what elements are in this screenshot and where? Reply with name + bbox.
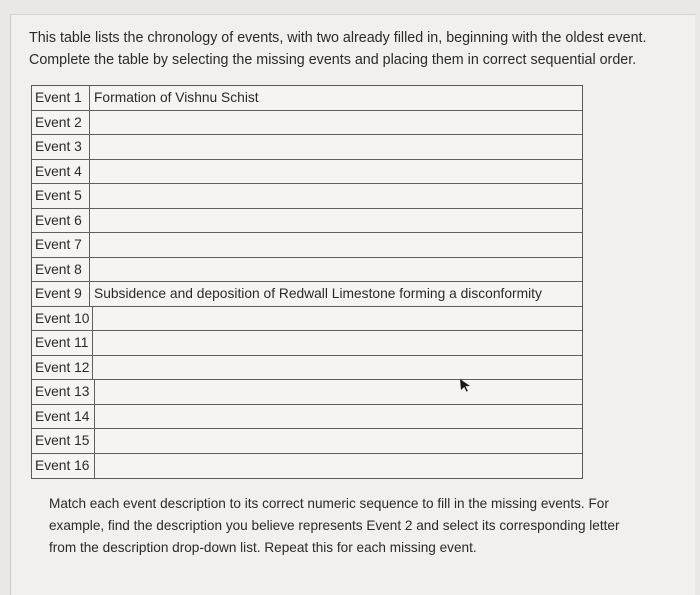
events-table bbox=[31, 85, 583, 479]
event-description[interactable] bbox=[93, 356, 582, 380]
event-label: Event 7 bbox=[32, 233, 90, 257]
matching-instructions-line-2: example, find the description you believe represents Event 2 and select its corresponding letter bbox=[49, 518, 620, 533]
table-row bbox=[32, 282, 582, 307]
table-row bbox=[32, 380, 582, 405]
event-label: Event 12 bbox=[32, 356, 93, 380]
event-description[interactable] bbox=[95, 405, 582, 429]
table-row bbox=[32, 429, 582, 454]
event-description[interactable] bbox=[90, 111, 582, 135]
table-row bbox=[32, 454, 582, 479]
event-description: Formation of Vishnu Schist bbox=[94, 90, 259, 105]
table-row bbox=[32, 356, 582, 381]
instructions-line-1: This table lists the chronology of events, with two already filled in, beginning with the oldest event. bbox=[29, 30, 647, 46]
table-row bbox=[32, 209, 582, 234]
event-label: Event 16 bbox=[32, 454, 95, 479]
matching-instructions-line-3: from the description drop-down list. Repeat this for each missing event. bbox=[49, 540, 477, 555]
event-label: Event 4 bbox=[32, 160, 90, 184]
matching-instructions-line-1: Match each event description to its correct numeric sequence to fill in the missing events. For bbox=[49, 496, 609, 511]
table-row bbox=[32, 405, 582, 430]
event-description[interactable] bbox=[90, 160, 582, 184]
event-description[interactable] bbox=[95, 454, 582, 479]
table-row bbox=[32, 233, 582, 258]
event-description[interactable] bbox=[90, 209, 582, 233]
event-description[interactable] bbox=[90, 258, 582, 282]
event-label: Event 8 bbox=[32, 258, 90, 282]
event-description[interactable] bbox=[90, 135, 582, 159]
instructions bbox=[29, 27, 689, 71]
event-label: Event 5 bbox=[32, 184, 90, 208]
table-row bbox=[32, 86, 582, 111]
table-row bbox=[32, 307, 582, 332]
event-label: Event 11 bbox=[32, 331, 93, 355]
event-label: Event 3 bbox=[32, 135, 90, 159]
table-row bbox=[32, 135, 582, 160]
event-description[interactable] bbox=[95, 380, 582, 404]
table-row bbox=[32, 331, 582, 356]
event-description: Subsidence and deposition of Redwall Limestone forming a disconformity bbox=[94, 286, 542, 301]
event-label: Event 10 bbox=[32, 307, 93, 331]
table-row bbox=[32, 258, 582, 283]
event-description[interactable] bbox=[93, 331, 582, 355]
event-description[interactable] bbox=[93, 307, 582, 331]
event-description[interactable] bbox=[90, 233, 582, 257]
table-row bbox=[32, 160, 582, 185]
table-row bbox=[32, 111, 582, 136]
question-panel bbox=[10, 14, 695, 595]
event-label: Event 14 bbox=[32, 405, 95, 429]
mouse-pointer-icon bbox=[458, 378, 472, 392]
instructions-line-2: Complete the table by selecting the missing events and placing them in correct sequential order. bbox=[29, 52, 637, 68]
matching-instructions bbox=[49, 493, 669, 559]
event-label: Event 15 bbox=[32, 429, 95, 453]
event-label: Event 6 bbox=[32, 209, 90, 233]
table-row bbox=[32, 184, 582, 209]
event-description[interactable] bbox=[90, 184, 582, 208]
event-label: Event 1 bbox=[32, 86, 90, 110]
event-label: Event 2 bbox=[32, 111, 90, 135]
event-description[interactable] bbox=[95, 429, 582, 453]
event-label: Event 13 bbox=[32, 380, 95, 404]
event-label: Event 9 bbox=[32, 282, 90, 306]
